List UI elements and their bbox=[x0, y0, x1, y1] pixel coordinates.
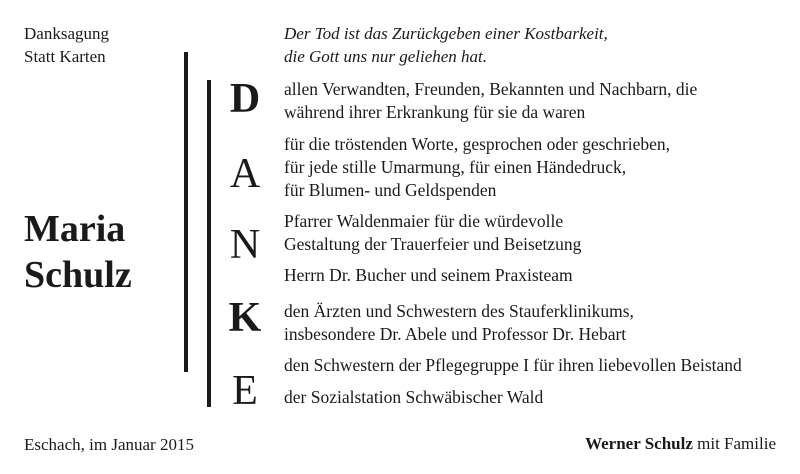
thanks-item-pastor bbox=[284, 210, 581, 256]
danke-letter-e: E bbox=[232, 368, 258, 414]
thanks-line: Herrn Dr. Bucher und seinem Praxisteam bbox=[284, 265, 573, 285]
thanks-line: allen Verwandten, Freunden, Bekannten und Nachbarn, die bbox=[284, 79, 698, 99]
danke-letter-k: K bbox=[228, 295, 262, 341]
danke-letter-d: D bbox=[229, 76, 261, 122]
left-divider-line bbox=[184, 52, 188, 372]
danke-letter-a: A bbox=[229, 151, 261, 197]
thanks-item-clinic bbox=[284, 300, 634, 346]
thanks-item-condolences bbox=[284, 133, 670, 202]
quote bbox=[284, 22, 608, 68]
deceased-name bbox=[24, 206, 132, 298]
thanks-line: den Ärzten und Schwestern des Stauferklinikums, bbox=[284, 301, 634, 321]
quote-line: Der Tod ist das Zurückgeben einer Kostbarkeit, bbox=[284, 24, 608, 43]
deceased-last-name: Schulz bbox=[24, 254, 132, 296]
label-danksagung: Danksagung bbox=[24, 24, 109, 43]
thanks-line: der Sozialstation Schwäbischer Wald bbox=[284, 387, 544, 407]
thanks-line: für Blumen- und Geldspenden bbox=[284, 180, 497, 200]
thanks-item-social-station bbox=[284, 386, 543, 409]
thanks-line: Pfarrer Waldenmaier für die würdevolle bbox=[284, 211, 564, 231]
thanks-line: für jede stille Umarmung, für einen Händedruck, bbox=[284, 157, 627, 177]
thanks-item-relatives bbox=[284, 78, 697, 124]
thanks-item-nursing-group bbox=[284, 354, 742, 377]
announcement-label bbox=[24, 22, 109, 68]
label-statt-karten: Statt Karten bbox=[24, 47, 106, 66]
thanks-line: während ihrer Erkrankung für sie da waren bbox=[284, 102, 586, 122]
signer-name: Werner Schulz bbox=[585, 434, 693, 453]
place-and-date: Eschach, im Januar 2015 bbox=[24, 435, 194, 454]
thanks-line: Gestaltung der Trauerfeier und Beisetzung bbox=[284, 234, 582, 254]
signature bbox=[585, 432, 776, 455]
deceased-first-name: Maria bbox=[24, 208, 126, 250]
thanks-line: den Schwestern der Pflegegruppe I für ihren liebevollen Beistand bbox=[284, 355, 742, 375]
signer-suffix: mit Familie bbox=[692, 434, 776, 453]
danke-letter-n: N bbox=[229, 222, 261, 268]
quote-line: die Gott uns nur geliehen hat. bbox=[284, 47, 488, 66]
thanks-line: für die tröstenden Worte, gesprochen oder geschrieben, bbox=[284, 134, 671, 154]
thanks-line: insbesondere Dr. Abele und Professor Dr. Hebart bbox=[284, 324, 627, 344]
thanks-item-doctor bbox=[284, 264, 573, 287]
